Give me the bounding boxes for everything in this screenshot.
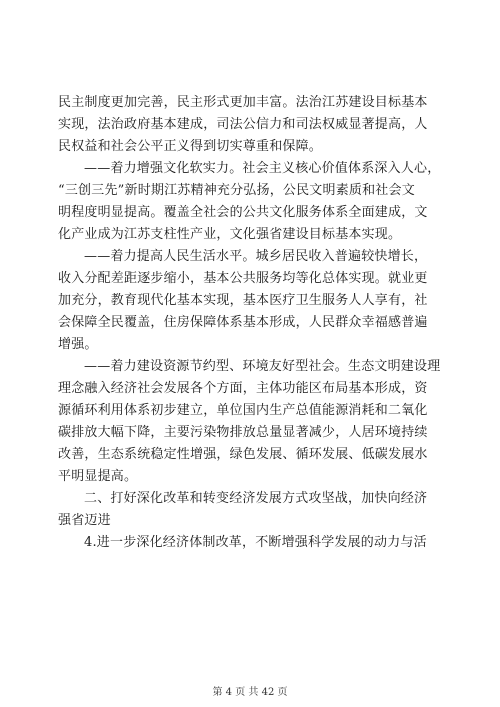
paragraph-start-line: ——着力建设资源节约型、环境友好型社会。生态文明建设理 bbox=[84, 359, 441, 374]
body-line: 明程度明显提高。覆盖全社会的公共文化服务体系全面建成，文 bbox=[58, 205, 428, 220]
paragraph-start-line: ——着力提高人民生活水平。城乡居民收入普遍较快增长， bbox=[84, 249, 428, 264]
body-line: 源循环利用体系初步建立，单位国内生产总值能源消耗和二氧化 bbox=[58, 403, 428, 418]
body-line: 民权益和社会公平正义得到切实尊重和保障。 bbox=[58, 139, 323, 154]
body-line: 碳排放大幅下降，主要污染物排放总量显著减少，人居环境持续 bbox=[58, 425, 428, 440]
body-line: 理念融入经济社会发展各个方面，主体功能区布局基本形成，资 bbox=[58, 381, 428, 396]
body-line: 改善，生态系统稳定性增强，绿色发展、循环发展、低碳发展水 bbox=[58, 447, 428, 462]
body-line: 平明显提高。 bbox=[58, 469, 138, 484]
body-line: 增强。 bbox=[58, 337, 98, 352]
section-heading-line: 二、打好深化改革和转变经济发展方式攻坚战，加快向经济 bbox=[84, 491, 428, 506]
section-heading-line: 强省迈进 bbox=[58, 513, 111, 528]
body-line: 化产业成为江苏支柱性产业，文化强省建设目标基本实现。 bbox=[58, 227, 402, 242]
paragraph-start-line: 4.进一步深化经济体制改革，不断增强科学发展的动力与活 bbox=[84, 535, 427, 550]
body-line: 加充分，教育现代化基本实现，基本医疗卫生服务人人享有，社 bbox=[58, 293, 428, 308]
page-footer: 第 4 页 共 42 页 bbox=[212, 687, 288, 698]
paragraph-start-line: ——着力增强文化软实力。社会主义核心价值体系深入人心， bbox=[84, 161, 441, 176]
body-line: 实现，法治政府基本建成，司法公信力和司法权威显著提高，人 bbox=[58, 117, 428, 132]
document-body bbox=[58, 92, 444, 554]
body-line: 收入分配差距逐步缩小，基本公共服务均等化总体实现。就业更 bbox=[58, 271, 428, 286]
body-line: 民主制度更加完善，民主形式更加丰富。法治江苏建设目标基本 bbox=[58, 95, 428, 110]
body-line: “三创三先”新时期江苏精神充分弘扬，公民文明素质和社会文 bbox=[58, 183, 415, 198]
body-line: 会保障全民覆盖，住房保障体系基本形成，人民群众幸福感普遍 bbox=[58, 315, 428, 330]
